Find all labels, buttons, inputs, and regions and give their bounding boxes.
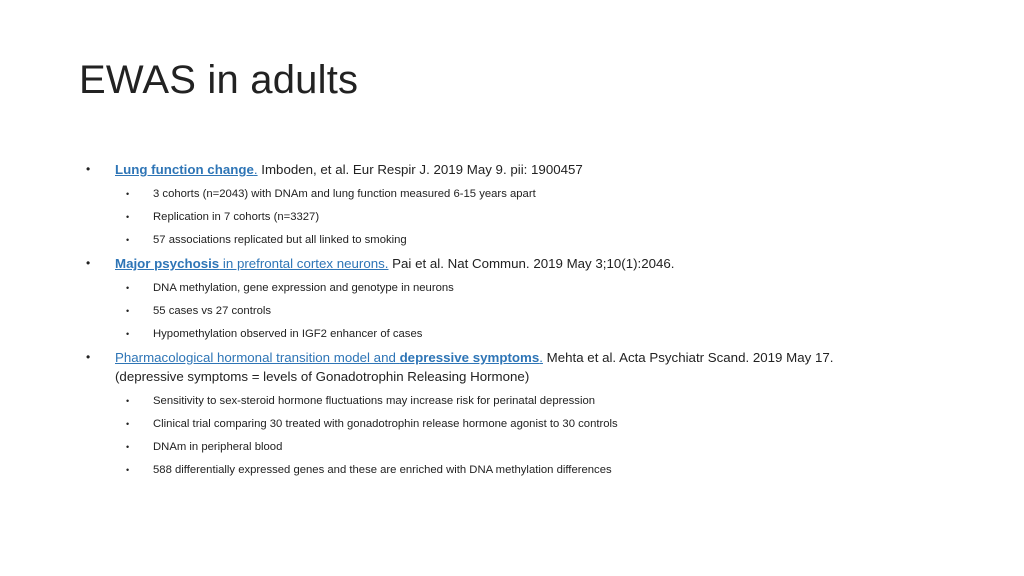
link-lung-function-change[interactable]: Lung function change. (115, 162, 258, 177)
bullet-icon: • (126, 396, 130, 406)
sub-item: • Hypomethylation observed in IGF2 enhancer of cases (126, 328, 423, 340)
sub-item: • 588 differentially expressed genes and these are enriched with DNA methylation differences (126, 464, 612, 476)
bullet-icon: • (126, 329, 130, 339)
sub-item: • 55 cases vs 27 controls (126, 305, 272, 317)
sub-item: • DNA methylation, gene expression and genotype in neurons (126, 282, 454, 294)
bullet-icon: • (126, 465, 130, 475)
bullet-icon: • (126, 189, 130, 199)
bullet-icon: • (126, 283, 130, 293)
list-item-major-psychosis (86, 254, 986, 273)
bullet-icon: • (126, 235, 130, 245)
bullet-icon: • (126, 442, 130, 452)
citation-note: (depressive symptoms = levels of Gonadotrophin Releasing Hormone) (115, 369, 530, 384)
bullet-list (86, 160, 986, 478)
link-pharmacological-model[interactable]: Pharmacological hormonal transition model and depressive symptoms. (115, 350, 543, 365)
bullet-icon: • (126, 419, 130, 429)
sub-item: • Sensitivity to sex-steroid hormone fluctuations may increase risk for perinatal depression (126, 395, 596, 407)
bullet-icon: • (86, 350, 91, 364)
bullet-icon: • (86, 256, 91, 270)
slide-title: EWAS in adults (79, 58, 359, 102)
sub-item: • 57 associations replicated but all linked to smoking (126, 234, 407, 246)
citation-text: Mehta et al. Acta Psychiatr Scand. 2019 May 17. (542, 350, 834, 365)
sub-item: • Replication in 7 cohorts (n=3327) (126, 211, 320, 223)
list-item-depressive-symptoms (86, 348, 986, 386)
list-item-lung-function (86, 160, 986, 179)
bullet-icon: • (86, 162, 91, 176)
link-major-psychosis[interactable]: Major psychosis in prefrontal cortex neurons. (115, 256, 389, 271)
slide-body (86, 157, 986, 478)
bullet-icon: • (126, 212, 130, 222)
citation-text: Imboden, et al. Eur Respir J. 2019 May 9. pii: 1900457 (257, 162, 583, 177)
citation-text: Pai et al. Nat Commun. 2019 May 3;10(1):2046. (388, 256, 675, 271)
sub-item: • Clinical trial comparing 30 treated with gonadotrophin release hormone agonist to 30 controls (126, 418, 618, 430)
bullet-icon: • (126, 306, 130, 316)
sub-item: • 3 cohorts (n=2043) with DNAm and lung function measured 6-15 years apart (126, 188, 536, 200)
sub-item: • DNAm in peripheral blood (126, 441, 283, 453)
